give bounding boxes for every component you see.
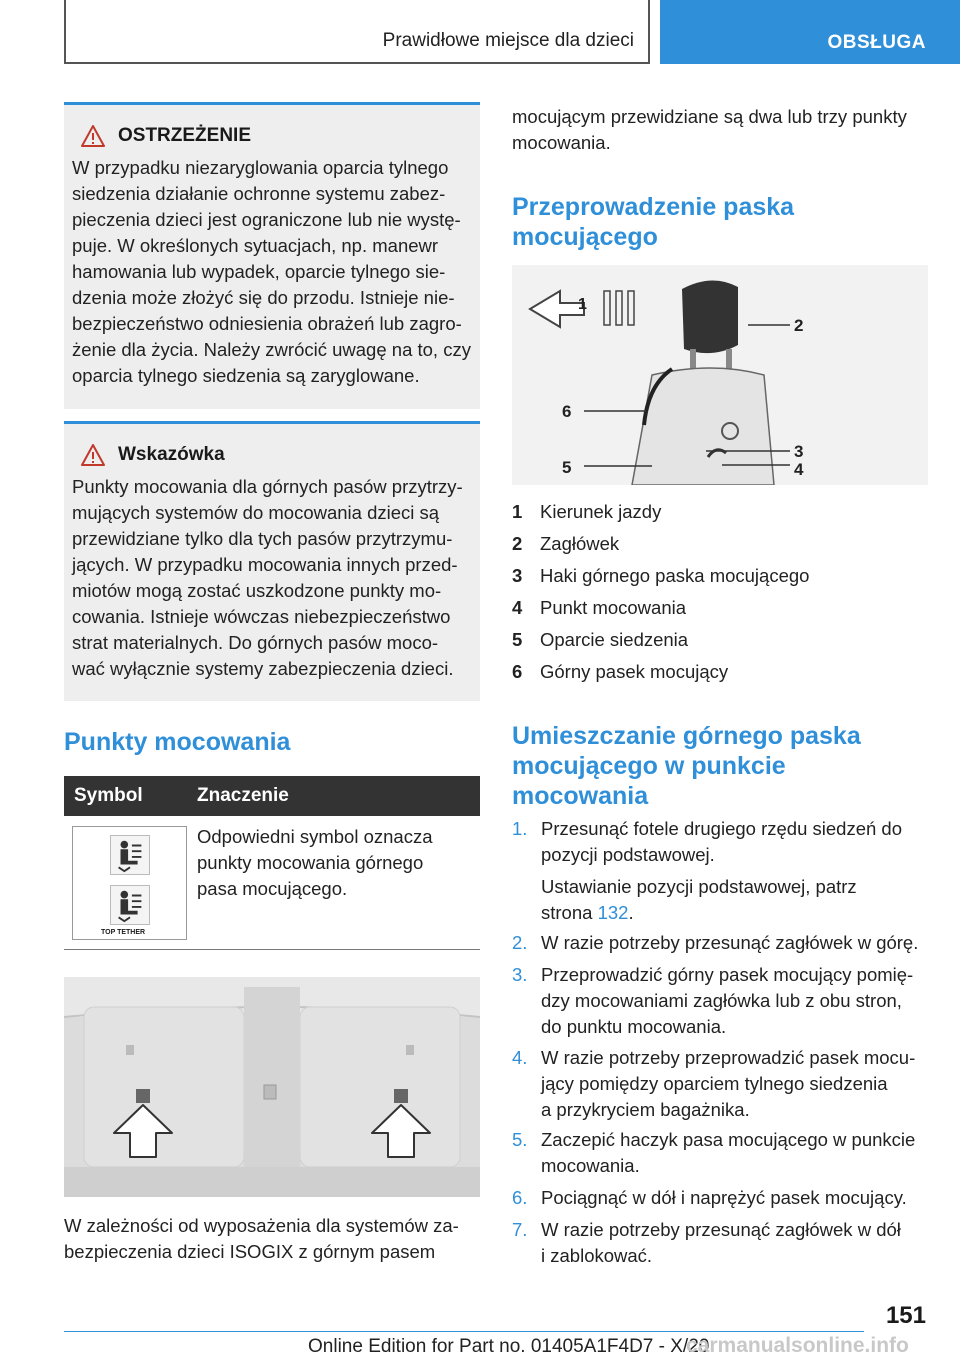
seat-back-shape (632, 368, 774, 485)
step-item: 1. Przesunąć fotele drugiego rzędu siedzeń do pozycji podstawowej. (512, 818, 902, 865)
headrest-shape (682, 280, 738, 353)
page-link[interactable]: 132 (597, 902, 629, 923)
step-item: 2. W razie potrzeby przesunąć zagłówek w górę. (512, 932, 919, 953)
note-triangle-icon (80, 443, 106, 467)
table-col-meaning: Znaczenie (197, 785, 289, 806)
watermark: carmanualsonline.info (686, 1334, 909, 1357)
step-item: 4. W razie potrzeby przeprowadzić pasek mocu- jący pomiędzy oparciem tylnego siedzenia a przykryciem bagażnika. (512, 1047, 916, 1120)
legend-item: 5 Oparcie siedzenia (512, 629, 689, 650)
legend-item: 4 Punkt mocowania (512, 597, 687, 618)
footer-edition: Online Edition for Part no. 01405A1F4D7 - X/20 (308, 1336, 710, 1357)
headrest-strap-diagram (512, 265, 928, 485)
top-tether-caption: TOP TETHER (101, 929, 146, 936)
step-item: 7. W razie potrzeby przesunąć zagłówek w dół i zablokować. (512, 1219, 901, 1266)
table-meaning-text: Odpowiedni symbol oznacza punkty mocowania górnego pasa mocującego. (197, 826, 433, 899)
section-title-anchor-points: Punkty mocowania (64, 728, 291, 756)
fig-label-6: 6 (562, 402, 572, 421)
note-text: Punkty mocowania dla górnych pasów przytrzy- mujących systemów do mocowania dzieci są przewidziane tylko dla tych pasów przytrzymu- jących. W przypadku mocowania innych przed- miotów mogą zostać uszkodzone punkty mo- cowania. Istnieje wówczas niebezpieczeństwo strat materialnych. Do górnych pasów moco- wać wyłącznie systemy zabezpieczenia dzieci. (72, 476, 463, 679)
footer-divider (64, 1331, 864, 1332)
child-seat-anchor-icon (110, 835, 150, 875)
legend-item: 1 Kierunek jazdy (512, 501, 662, 522)
page-number: 151 (885, 1302, 926, 1329)
legend-item: 2 Zagłówek (512, 533, 620, 554)
isofix-paragraph-start: W zależności od wyposażenia dla systemów za- bezpieczenia dzieci ISOGIX z górnym pasem (64, 1215, 459, 1262)
table-col-symbol: Symbol (74, 785, 143, 806)
step-note: Ustawianie pozycji podstawowej, patrz strona 132. (541, 876, 857, 923)
warning-triangle-icon (80, 124, 106, 148)
warning-box (64, 102, 480, 409)
fig-label-3: 3 (794, 442, 804, 461)
section-title-attach-strap: Umieszczanie górnego paska mocującego w punkcie mocowania (512, 722, 861, 810)
warning-title: OSTRZEŻENIE (118, 125, 252, 146)
fig-label-2: 2 (794, 316, 804, 335)
anchor-points-photo (64, 977, 480, 1197)
step-item: 6. Pociągnąć w dół i naprężyć pasek mocujący. (512, 1187, 907, 1208)
header-title: Prawidłowe miejsce dla dzieci (382, 30, 634, 51)
note-title: Wskazówka (118, 444, 225, 465)
note-box (64, 421, 480, 701)
section-tab[interactable] (660, 0, 960, 64)
section-title-strap-routing: Przeprowadzenie paska mocującego (512, 193, 795, 251)
fig-label-5: 5 (562, 458, 572, 477)
step-item: 5. Zaczepić haczyk pasa mocującego w punkcie mocowania. (512, 1129, 916, 1176)
header-frame (64, 0, 650, 64)
step-item: 3. Przeprowadzić górny pasek mocujący pomię- dzy mocowaniami zagłówka lub z obu stron, do punktu mocowania. (512, 964, 914, 1037)
fig-label-1: 1 (578, 296, 587, 313)
legend-item: 6 Górny pasek mocujący (512, 661, 729, 682)
section-tab-label: OBSŁUGA (827, 32, 926, 53)
isofix-paragraph-end: mocującym przewidziane są dwa lub trzy punkty mocowania. (512, 106, 907, 153)
top-tether-anchor-icon (110, 885, 150, 925)
legend-item: 3 Haki górnego paska mocującego (512, 565, 810, 586)
fig-label-4: 4 (794, 460, 804, 479)
top-tether-symbol (72, 826, 187, 940)
warning-text: W przypadku niezaryglowania oparcia tylnego siedzenia działanie ochronne systemu zabez- pieczenia dzieci jest ograniczone lub nie wystę- puje. W określonych sytuacjach, np. manewr hamowania lub wypadek, oparcie tylnego sie- dzenia może złożyć się do przodu. Istnieje nie- bezpieczeństwo odniesienia obrażeń lub zagro- żenie dla życia. Należy zwrócić uwagę na to, czy oparcia tylnego siedzenia są zaryglowane. (72, 157, 471, 386)
table-header (64, 776, 480, 816)
table-row (64, 816, 480, 950)
